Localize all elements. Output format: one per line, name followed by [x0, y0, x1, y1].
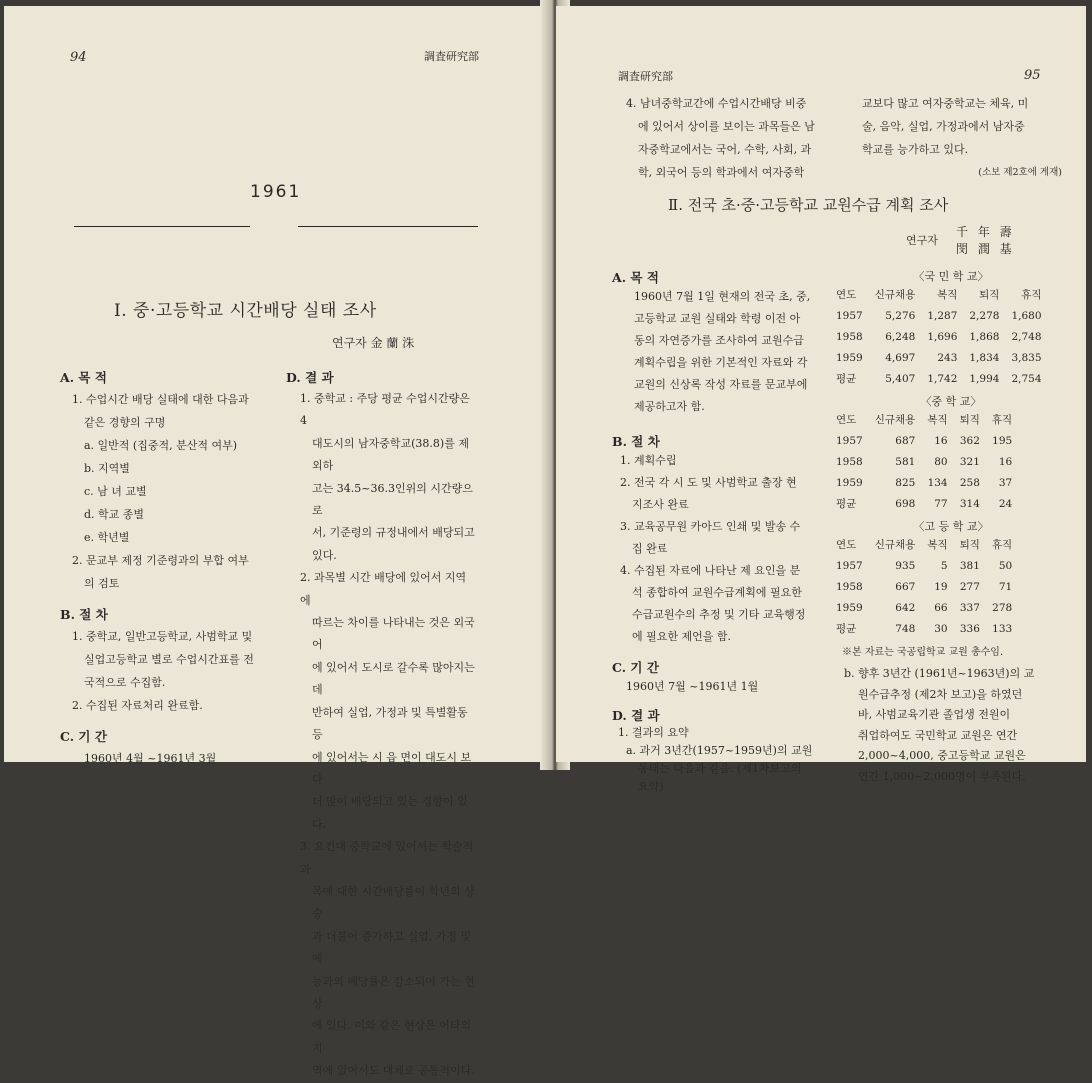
- text-line: 능과의 배당률은 감소되어 가는 현상: [312, 974, 475, 1010]
- table-cell: 1,834: [969, 351, 1000, 364]
- text-line: 3. 요컨대 중학교에 있어서는 학술적 과: [300, 840, 474, 876]
- table-cell: 134: [927, 476, 948, 489]
- right-page: [556, 6, 1086, 793]
- table-cell: 16: [998, 455, 1013, 468]
- table-cell: 1,868: [969, 330, 1000, 343]
- table-row: [836, 597, 1018, 618]
- text-line: 의 검토: [84, 577, 120, 590]
- table-row: [836, 430, 1018, 451]
- table-cell: 1958: [836, 580, 863, 593]
- table-caption: 〈국 민 학 교〉: [913, 270, 989, 283]
- table-cell: 1958: [836, 330, 863, 343]
- text-line: 1. 계획수립: [620, 454, 677, 467]
- table-cell: 5: [940, 559, 948, 572]
- section-d-heading: D. 결 과: [612, 708, 660, 723]
- table-cell: 3,835: [1011, 351, 1042, 364]
- table-cell: 321: [959, 455, 980, 468]
- left-page: [4, 6, 552, 1078]
- text-line: 1. 중학교 : 주당 평균 수업시간량은 4: [300, 392, 470, 428]
- text-line: 과 더불어 증가하고 실업, 가정 및 예: [312, 929, 472, 966]
- text-line: 원수급추정 (제2차 보고)을 하였던: [858, 687, 1023, 701]
- table-header-cell: 연도: [836, 414, 857, 426]
- text-line: a. 일반적 (집중적, 분산적 여부): [84, 439, 238, 452]
- table-row: [836, 576, 1018, 597]
- text-line: 같은 경향의 구명: [84, 416, 166, 429]
- text-line: 국적으로 수집함.: [84, 676, 166, 689]
- table-cell: 66: [934, 601, 948, 614]
- result-b-paragraph: [836, 664, 1066, 787]
- table-cell: 698: [895, 497, 916, 510]
- table-cell: 243: [937, 351, 958, 364]
- table-cell: 5,276: [885, 309, 916, 322]
- table-cell: 2,754: [1011, 372, 1042, 385]
- text-line: 1. 수업시간 배당 실태에 대한 다음과: [72, 393, 249, 406]
- table-cell: 50: [998, 559, 1013, 572]
- section-title: Ⅱ. 전국 초·중·고등학교 교원수급 계획 조사: [668, 196, 949, 214]
- table-cell: 77: [934, 497, 948, 510]
- text-line: a. 과거 3년간(1957~1959년)의 교원: [626, 744, 813, 757]
- table-header-cell: 복직: [937, 289, 958, 301]
- text-line: 반하여 실업, 가정과 및 특별활동 등: [312, 705, 468, 742]
- text-line: 1960년 7월 ~1961년 1월: [626, 680, 759, 693]
- section-a-heading: A. 목 적: [612, 270, 659, 285]
- table-cell: 평균: [836, 498, 857, 510]
- table-header-cell: 휴직: [1021, 289, 1042, 301]
- tables-column: [836, 268, 1066, 787]
- table-cell: 71: [998, 580, 1013, 593]
- table-cell: 2,278: [969, 309, 1000, 322]
- data-table: [836, 409, 1018, 514]
- text-line: 에 있다. 이와 같은 현상은 어타의 지: [312, 1019, 472, 1055]
- table-cell: 24: [998, 497, 1013, 510]
- text-line: 2. 과목별 시간 배당에 있어서 지역에: [300, 571, 467, 607]
- table-cell: 314: [959, 497, 980, 510]
- text-line: c. 남 녀 교별: [84, 485, 147, 498]
- table-row: [836, 493, 1018, 514]
- table-cell: 30: [934, 622, 948, 635]
- table-cell: 1957: [836, 559, 863, 572]
- table-cell: 평균: [836, 623, 857, 635]
- text-line: 교보다 많고 여자중학교는 체육, 미: [862, 97, 1029, 110]
- table-cell: 336: [959, 622, 980, 635]
- text-line: 학, 외국어 등의 학과에서 여자중학: [638, 166, 805, 179]
- text-line: 에 있어서 상이를 보이는 과목들은 남: [638, 120, 815, 133]
- table-cell: 1958: [836, 455, 863, 468]
- table-cell: 6,248: [885, 330, 916, 343]
- table-row: [836, 451, 1018, 472]
- table-cell: 5,407: [885, 372, 916, 385]
- table-cell: 16: [934, 434, 948, 447]
- table-cell: 1959: [836, 476, 863, 489]
- table-row: [836, 555, 1018, 576]
- table-header-cell: 복직: [927, 539, 948, 551]
- text-line: d. 학교 종별: [84, 508, 145, 521]
- table-row: [836, 618, 1018, 639]
- table-cell: 80: [934, 455, 948, 468]
- text-line: 있다.: [312, 548, 337, 562]
- table-cell: 642: [895, 601, 916, 614]
- table-cell: 1,742: [927, 372, 958, 385]
- text-line: 4. 남녀중학교간에 수업시간배당 비중: [626, 97, 807, 110]
- section-c-heading: C. 기 간: [60, 729, 107, 744]
- text-line: (소보 제2호에 게재): [978, 167, 1062, 178]
- text-line: 2. 수집된 자료처리 완료함.: [72, 699, 203, 712]
- table-cell: 평균: [836, 373, 857, 385]
- table-row: [836, 347, 1048, 368]
- table-header-cell: 휴직: [991, 539, 1013, 551]
- text-line: 학교를 능가하고 있다.: [862, 143, 969, 156]
- text-line: 동의 자연증가를 조사하여 교원수급: [634, 334, 804, 347]
- data-table: [836, 534, 1018, 639]
- text-line: 3. 교육공무원 카아드 인쇄 및 발송 수: [620, 520, 801, 533]
- table-caption: 〈중 학 교〉: [920, 395, 982, 408]
- table-cell: 1959: [836, 601, 863, 614]
- text-line: 연간 1,000~2,000명이 부족된다.: [858, 769, 1026, 783]
- text-line: 제공하고자 함.: [634, 400, 705, 413]
- table-header-row: [836, 284, 1048, 305]
- text-line: 1. 중학교, 일반고등학교, 사범학교 및: [72, 630, 253, 643]
- table-cell: 337: [959, 601, 980, 614]
- table-cell: 1957: [836, 309, 863, 322]
- table-row: [836, 472, 1018, 493]
- running-header: 調査研究部: [618, 70, 673, 83]
- table-caption: 〈고 등 학 교〉: [913, 520, 989, 533]
- table-cell: 1,696: [927, 330, 958, 343]
- table-row: [836, 305, 1048, 326]
- text-line: 지조사 완료: [632, 498, 689, 511]
- researcher-names: [956, 224, 1015, 258]
- text-line: e. 학년별: [84, 531, 130, 544]
- year-heading: 1961: [250, 182, 302, 202]
- text-line: 1960년 4월 ~1961년 3월: [84, 752, 217, 765]
- table-cell: 581: [895, 455, 916, 468]
- table-header-cell: 퇴직: [959, 539, 980, 551]
- table-note: ※본 자료는 국공립학교 교원 총수임.: [842, 647, 1004, 658]
- text-line: 취업하여도 국민학교 교원은 연간: [858, 728, 1018, 742]
- left-column: [612, 268, 842, 796]
- table-cell: 133: [992, 622, 1013, 635]
- text-line: 집 완료: [632, 542, 668, 555]
- page-number: 95: [1024, 68, 1041, 83]
- table-header-cell: 신규채용: [874, 289, 916, 301]
- table-header-row: [836, 409, 1018, 430]
- text-line: b. 지역별: [84, 462, 130, 475]
- table-header-cell: 퇴직: [979, 289, 1000, 301]
- table-cell: 1,994: [969, 372, 1000, 385]
- table-cell: 1959: [836, 351, 863, 364]
- researcher-line: 연구자 金 蘭 洙: [332, 336, 415, 350]
- table-cell: 278: [992, 601, 1013, 614]
- table-header-cell: 퇴직: [959, 414, 980, 426]
- table-cell: 1,287: [927, 309, 958, 322]
- divider-right: [298, 226, 478, 227]
- table-header-cell: 신규채용: [874, 414, 916, 426]
- table-cell: 825: [895, 476, 916, 489]
- researcher-name: 閔 潤 基: [956, 242, 1015, 256]
- text-line: 석 종합하여 교원수급계획에 필요한: [632, 586, 802, 599]
- table-header-cell: 연도: [836, 539, 857, 551]
- page-number: 94: [70, 50, 87, 65]
- table-cell: 2,748: [1011, 330, 1042, 343]
- text-line: 에 필요한 제언을 함.: [632, 630, 731, 643]
- table-header-cell: 휴직: [991, 414, 1013, 426]
- table-cell: 258: [959, 476, 980, 489]
- text-line: 1. 결과의 요약: [618, 726, 689, 739]
- table-cell: 195: [992, 434, 1013, 447]
- table-header-cell: 신규채용: [874, 539, 916, 551]
- table-cell: 667: [895, 580, 916, 593]
- table-header-cell: 연도: [836, 289, 857, 301]
- text-line: 교원의 신상록 작성 자료를 문교부에: [634, 378, 808, 391]
- researcher-label: 연구자: [906, 234, 938, 247]
- table-cell: 19: [934, 580, 948, 593]
- text-line: 따르는 차이를 나타내는 것은 외국어: [312, 616, 475, 652]
- text-line: 2,000~4,000, 중고등학교 교원은: [858, 749, 1026, 762]
- section-title: Ⅰ. 중·고등학교 시간배당 실태 조사: [114, 301, 377, 321]
- table-cell: 935: [895, 559, 916, 572]
- text-line: 4. 수집된 자료에 나타난 제 요인을 분: [620, 564, 801, 577]
- text-line: 에 있어서 도시로 갈수록 많아지는데: [312, 660, 475, 697]
- table-cell: 1,680: [1011, 309, 1042, 322]
- table-cell: 277: [959, 580, 980, 593]
- text-line: 요약): [638, 780, 664, 793]
- text-line: 자중학교에서는 국어, 수학, 사회, 과: [638, 143, 812, 156]
- section-b-heading: B. 절 차: [60, 607, 108, 622]
- divider-left: [74, 226, 250, 227]
- text-line: 서, 기준령의 규정내에서 배당되고: [312, 526, 475, 540]
- text-line: 대도시의 남자중학교(38.8)를 제외하: [312, 436, 469, 473]
- table-cell: 362: [959, 434, 980, 447]
- researcher-name: 千 年 壽: [956, 225, 1015, 239]
- data-table: [836, 284, 1048, 389]
- running-header: 調査研究部: [424, 50, 479, 63]
- table-cell: 37: [998, 476, 1013, 489]
- text-line: 고는 34.5~36.3인위의 시간량으로: [312, 481, 473, 518]
- table-cell: 748: [895, 622, 916, 635]
- table-cell: 4,697: [885, 351, 916, 364]
- text-line: 동태는 다음과 같음. (제1차보고의: [638, 762, 802, 775]
- right-column: [286, 364, 476, 1083]
- text-line: 바, 사범교육기관 졸업생 전원이: [858, 708, 1011, 721]
- text-line: 술, 음악, 실업, 가정과에서 남자중: [862, 120, 1025, 133]
- table-row: [836, 326, 1048, 347]
- text-line: 실업고등학교 별로 수업시간표를 전: [84, 653, 254, 666]
- table-cell: 687: [895, 434, 916, 447]
- text-line: 수급교원수의 추정 및 기타 교육행정: [632, 608, 806, 621]
- table-header-cell: 복직: [927, 414, 948, 426]
- section-a-heading: A. 목 적: [60, 370, 107, 385]
- table-header-row: [836, 534, 1018, 555]
- text-line: b. 향후 3년간 (1961년~1963년)의 교: [844, 667, 1035, 680]
- table-cell: 1957: [836, 434, 863, 447]
- text-line: 역에 있어서도 대체로 공통적이다.: [312, 1064, 475, 1078]
- section-c-heading: C. 기 간: [612, 660, 659, 675]
- text-line: 다.: [312, 817, 327, 831]
- text-line: 에 있어서는 시 읍 면이 대도시 보다: [312, 750, 472, 786]
- left-column: [60, 364, 280, 770]
- text-line: 더 많이 배당되고 있는 경향이 있: [312, 795, 468, 809]
- table-cell: 381: [959, 559, 980, 572]
- section-d-heading: D. 결 과: [286, 370, 334, 385]
- continued-paragraph-right: [862, 92, 1062, 184]
- continued-paragraph: [626, 92, 836, 184]
- text-line: 2. 전국 각 시 도 및 사범학교 출장 현: [620, 476, 797, 489]
- table-row: [836, 368, 1048, 389]
- section-b-heading: B. 절 차: [612, 434, 660, 449]
- text-line: 계획수립을 위한 기본적인 자료와 각: [634, 356, 808, 369]
- text-line: 목에 대한 시간배당률이 학년의 상승: [312, 884, 475, 921]
- text-line: 1960년 7월 1일 현재의 전국 초, 중,: [634, 290, 811, 303]
- text-line: 2. 문교부 제정 기준령과의 부합 여부: [72, 554, 249, 567]
- text-line: 고등학교 교원 실태와 학령 이전 아: [634, 312, 801, 325]
